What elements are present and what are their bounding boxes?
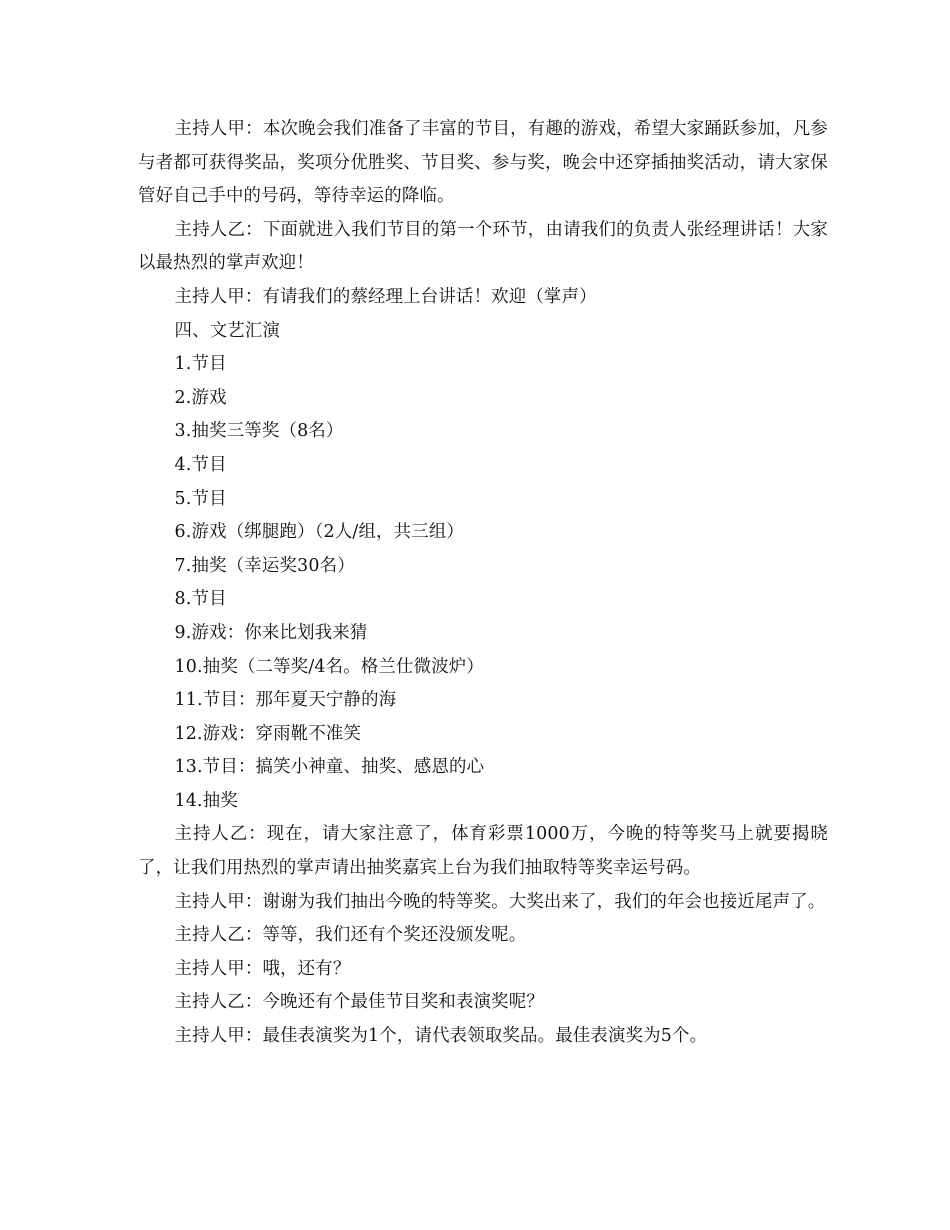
program-item: 8.节目 [174, 589, 227, 610]
program-item: 9.游戏：你来比划我来猜 [174, 622, 368, 643]
program-item: 4.节目 [174, 454, 227, 475]
program-item: 10.抽奖（二等奖/4名。格兰仕微波炉） [174, 656, 484, 677]
program-item: 7.抽奖（幸运奖30名） [174, 555, 355, 576]
paragraph-host-a-question: 主持人甲：哦，还有？ [174, 958, 351, 979]
program-item: 5.节目 [174, 488, 227, 509]
paragraph-host-b-wait: 主持人乙：等等，我们还有个奖还没颁发呢。 [174, 925, 527, 946]
paragraph-host-a-thanks: 主持人甲：谢谢为我们抽出今晚的特等奖。大奖出来了，我们的年会也接近尾声了。 [174, 891, 826, 912]
section-heading-performances: 四、文艺汇演 [174, 320, 281, 341]
paragraph-host-a-best-performance: 主持人甲：最佳表演奖为1个，请代表领取奖品。最佳表演奖为5个。 [174, 1026, 708, 1047]
program-item: 6.游戏（绑腿跑）（2人/组，共三组） [174, 522, 465, 543]
program-item: 2.游戏 [174, 387, 227, 408]
paragraph-host-a-intro: 主持人甲：本次晚会我们准备了丰富的节目，有趣的游戏，希望大家踊跃参加，凡参与者都可获得奖品，奖项分优胜奖、节目奖、参与奖，晚会中还穿插抽奖活动，请大家保管好自己手中的号码，等待幸运的降临。 [138, 119, 828, 207]
program-list [138, 348, 828, 818]
program-item: 13.节目：搞笑小神童、抽奖、感恩的心 [174, 757, 485, 778]
program-item: 11.节目：那年夏天宁静的海 [174, 690, 397, 711]
paragraph-host-a-invite-manager: 主持人甲：有请我们的蔡经理上台讲话！欢迎（掌声） [174, 286, 597, 307]
program-item: 14.抽奖 [174, 790, 238, 811]
program-item: 12.游戏：穿雨靴不准笑 [174, 723, 362, 744]
program-item: 1.节目 [174, 354, 227, 375]
document-page [138, 113, 828, 1054]
program-item: 3.抽奖三等奖（8名） [174, 421, 344, 442]
paragraph-host-b-awards: 主持人乙：今晚还有个最佳节目奖和表演奖呢？ [174, 992, 544, 1013]
paragraph-host-b-first-segment: 主持人乙：下面就进入我们节目的第一个环节，由请我们的负责人张经理讲话！大家以最热烈的掌声欢迎！ [138, 219, 828, 274]
paragraph-host-b-grand-prize: 主持人乙：现在，请大家注意了，体育彩票1000万，今晚的特等奖马上就要揭晓了，让我们用热烈的掌声请出抽奖嘉宾上台为我们抽取特等奖幸运号码。 [138, 824, 828, 879]
